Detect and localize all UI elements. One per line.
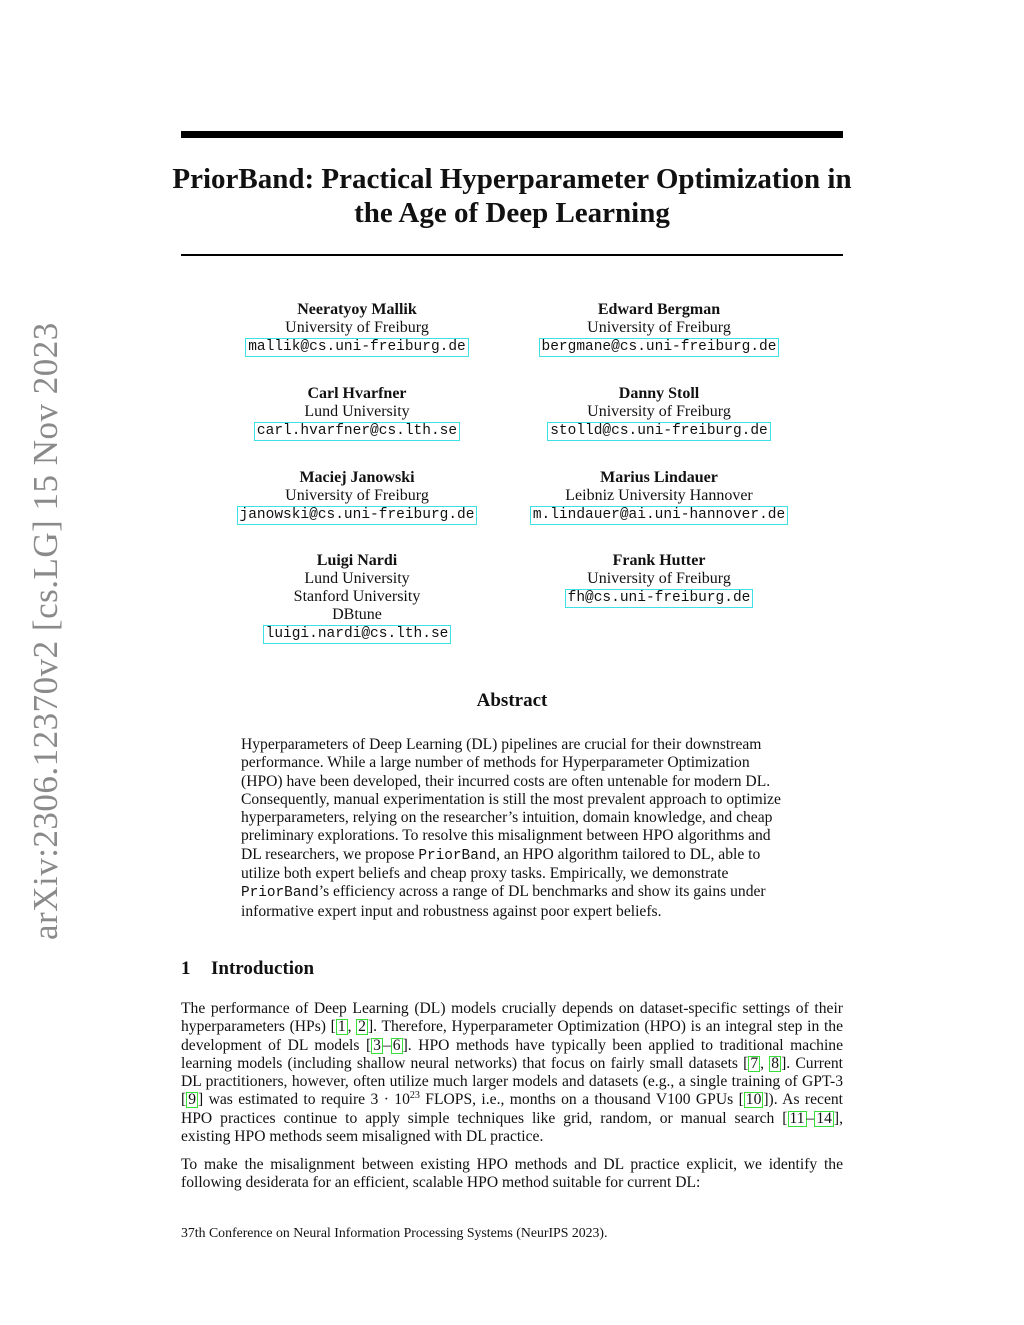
text-run: ]. Therefore, Hyperparameter Optimization (HPO) is an integral step in the development of DL models [ [181, 1018, 843, 1054]
citation-link[interactable]: 10 [745, 1091, 762, 1109]
author-email-link[interactable]: stolld@cs.uni-freiburg.de [547, 422, 771, 441]
section-title: Introduction [211, 958, 315, 979]
abstract-text-part: ’s efficiency across a range of DL benchmarks and show its gains under informative expert input and robustness against poor expert beliefs. [241, 883, 766, 920]
text-run: ]. Current DL practitioners, however, often utilize much larger models and datasets (e.g., a single training of GPT-3 [ [181, 1054, 844, 1109]
citation-link[interactable]: 2 [358, 1018, 366, 1036]
author-block [509, 385, 809, 441]
author-affiliation: University of Freiburg [587, 403, 731, 420]
author-affiliation: Lund University [304, 570, 410, 587]
conference-footnote: 37th Conference on Neural Information Processing Systems (NeurIPS 2023). [181, 1225, 608, 1240]
author-block [207, 301, 507, 357]
text-run: , [760, 1054, 770, 1072]
author-email-link[interactable]: bergmane@cs.uni-freiburg.de [539, 338, 780, 357]
citation-link[interactable]: 3 [373, 1036, 381, 1054]
text-run: , [347, 1018, 357, 1036]
author-affiliation: University of Freiburg [587, 570, 731, 587]
method-name: PriorBand [241, 885, 319, 902]
author-name: Luigi Nardi [316, 552, 398, 569]
author-name: Danny Stoll [618, 385, 700, 402]
author-email-link[interactable]: m.lindauer@ai.uni-hannover.de [530, 506, 788, 525]
author-name: Carl Hvarfner [307, 385, 407, 402]
author-name: Marius Lindauer [600, 469, 718, 486]
section-number: 1 [181, 958, 191, 979]
citation-link[interactable]: 8 [771, 1054, 780, 1072]
text-run: The performance of Deep Learning (DL) models crucially depends on dataset-specific settings of their hyperparameters (HPs) [ [181, 1000, 843, 1036]
author-affiliation: University of Freiburg [285, 319, 429, 336]
author-name: Edward Bergman [597, 301, 721, 318]
abstract-text-part: , an HPO algorithm tailored to DL, able to utilize both expert beliefs and cheap proxy tasks. Empirically, we demonstrate [241, 845, 761, 883]
author-block [509, 301, 809, 357]
citation-link[interactable]: 14 [816, 1109, 832, 1127]
citation-link[interactable]: 11 [789, 1109, 805, 1127]
author-block [207, 469, 507, 525]
author-email-link[interactable]: janowski@cs.uni-freiburg.de [237, 506, 478, 525]
citation-link[interactable]: 1 [337, 1018, 346, 1036]
title-rule-bottom [181, 254, 843, 256]
author-affiliation: Lund University [304, 403, 410, 420]
abstract-heading: Abstract [476, 690, 548, 711]
intro-paragraph-2: To make the misalignment between existing HPO methods and DL practice explicit, we identify the following desiderata for an efficient, scalable HPO method suitable for current DL: [181, 1156, 843, 1192]
text-run: ] was estimated to require 3 · 10 [198, 1091, 410, 1109]
abstract-text-part: Hyperparameters of Deep Learning (DL) pipelines are crucial for their downstream performance. While a large number of methods for Hyperparameter Optimization (HPO) have been developed, their incurred costs are often untenable for modern DL. Consequently, manual experimentation is still the most prevalent approach to optimize hyperparameters, relying on the researcher’s intuition, domain knowledge, and cheap preliminary explorations. To resolve this misalignment between HPO algorithms and DL researchers, we propose [241, 736, 781, 863]
author-block [509, 552, 809, 608]
method-name: PriorBand [418, 847, 497, 864]
author-affiliation: Stanford University [293, 588, 421, 605]
author-block [207, 552, 507, 644]
abstract-text [241, 736, 784, 921]
title-rule-top [181, 131, 843, 138]
text-run: FLOPS, i.e., months on a thousand V100 GPUs [ [419, 1091, 744, 1109]
author-affiliation: DBtune [332, 606, 382, 623]
intro-paragraph-1 [181, 1000, 843, 1146]
citation-link[interactable]: 6 [392, 1036, 401, 1054]
author-email-link[interactable]: mallik@cs.uni-freiburg.de [245, 338, 469, 357]
author-email-link[interactable]: carl.hvarfner@cs.lth.se [254, 422, 460, 441]
text-run: ], existing HPO methods seem misaligned with DL practice. [181, 1109, 843, 1146]
arxiv-stamp[interactable]: arXiv:2306.12370v2 [cs.LG] 15 Nov 2023 [26, 322, 65, 940]
section-heading-introduction [181, 958, 314, 980]
citation-link[interactable]: 9 [188, 1091, 196, 1109]
author-affiliation: University of Freiburg [285, 487, 429, 504]
author-name: Maciej Janowski [299, 469, 415, 486]
text-run: ]. HPO methods have typically been applied to traditional machine learning models (including shallow neural networks) that focus on fairly small datasets [ [181, 1036, 843, 1072]
text-run: – [382, 1036, 391, 1054]
author-name: Neeratyoy Mallik [297, 301, 417, 318]
author-block [207, 385, 507, 441]
exponent: 23 [409, 1090, 420, 1102]
paper-title: PriorBand: Practical Hyperparameter Optimization in the Age of Deep Learning [172, 163, 852, 229]
author-block [509, 469, 809, 525]
author-name: Frank Hutter [612, 552, 706, 569]
text-run: – [806, 1109, 815, 1127]
text-run: ]). As recent HPO practices continue to apply simple techniques like grid, random, or manual search [ [181, 1091, 844, 1127]
author-email-link[interactable]: fh@cs.uni-freiburg.de [565, 589, 754, 608]
citation-link[interactable]: 7 [750, 1054, 759, 1072]
author-affiliation: University of Freiburg [587, 319, 731, 336]
author-email-link[interactable]: luigi.nardi@cs.lth.se [263, 625, 452, 644]
author-affiliation: Leibniz University Hannover [565, 487, 753, 504]
